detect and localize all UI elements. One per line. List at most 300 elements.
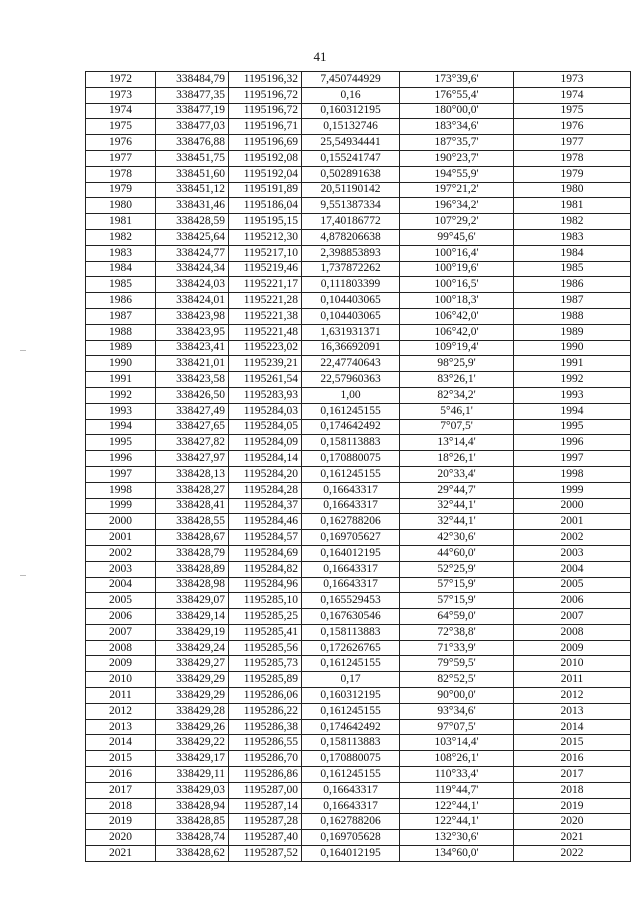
direction-angle-cell: 100°16,4'	[400, 245, 514, 261]
point-to-cell: 1984	[514, 245, 631, 261]
coord-x-cell: 338429,29	[156, 688, 229, 704]
point-from-cell: 1983	[86, 245, 156, 261]
coord-y-cell: 1195284,28	[229, 482, 302, 498]
coord-x-cell: 338428,59	[156, 214, 229, 230]
table-row	[86, 577, 631, 593]
coord-x-cell: 338429,17	[156, 751, 229, 767]
distance-cell: 0,161245155	[302, 466, 400, 482]
coord-x-cell: 338426,50	[156, 387, 229, 403]
point-from-cell: 1982	[86, 229, 156, 245]
direction-angle-cell: 83°26,1'	[400, 372, 514, 388]
distance-cell: 0,161245155	[302, 767, 400, 783]
coord-x-cell: 338428,85	[156, 814, 229, 830]
point-from-cell: 2007	[86, 624, 156, 640]
point-to-cell: 1977	[514, 135, 631, 151]
point-to-cell: 1988	[514, 308, 631, 324]
coord-x-cell: 338428,55	[156, 514, 229, 530]
coord-y-cell: 1195284,96	[229, 577, 302, 593]
point-to-cell: 2012	[514, 688, 631, 704]
table-row	[86, 514, 631, 530]
point-to-cell: 2017	[514, 767, 631, 783]
table-row	[86, 340, 631, 356]
point-to-cell: 1981	[514, 198, 631, 214]
direction-angle-cell: 196°34,2'	[400, 198, 514, 214]
direction-angle-cell: 93°34,6'	[400, 703, 514, 719]
coord-y-cell: 1195285,56	[229, 640, 302, 656]
table-row	[86, 703, 631, 719]
point-to-cell: 1998	[514, 466, 631, 482]
table-row	[86, 182, 631, 198]
distance-cell: 0,104403065	[302, 293, 400, 309]
table-row	[86, 609, 631, 625]
table-row	[86, 593, 631, 609]
direction-angle-cell: 106°42,0'	[400, 324, 514, 340]
point-from-cell: 2018	[86, 798, 156, 814]
point-to-cell: 2013	[514, 703, 631, 719]
table-row	[86, 798, 631, 814]
table-row	[86, 387, 631, 403]
point-to-cell: 2009	[514, 640, 631, 656]
table-row	[86, 245, 631, 261]
distance-cell: 4,878206638	[302, 229, 400, 245]
point-to-cell: 2020	[514, 814, 631, 830]
coord-x-cell: 338428,41	[156, 498, 229, 514]
point-to-cell: 2018	[514, 782, 631, 798]
point-to-cell: 1997	[514, 451, 631, 467]
coord-y-cell: 1195221,38	[229, 308, 302, 324]
point-from-cell: 1991	[86, 372, 156, 388]
coord-y-cell: 1195186,04	[229, 198, 302, 214]
point-to-cell: 1995	[514, 419, 631, 435]
distance-cell: 0,16643317	[302, 798, 400, 814]
coord-y-cell: 1195196,72	[229, 103, 302, 119]
table-row	[86, 277, 631, 293]
table-row	[86, 656, 631, 672]
direction-angle-cell: 108°26,1'	[400, 751, 514, 767]
point-to-cell: 1991	[514, 356, 631, 372]
direction-angle-cell: 90°00,0'	[400, 688, 514, 704]
point-from-cell: 1984	[86, 261, 156, 277]
point-from-cell: 2009	[86, 656, 156, 672]
distance-cell: 0,174642492	[302, 719, 400, 735]
coord-y-cell: 1195196,71	[229, 119, 302, 135]
coord-y-cell: 1195284,09	[229, 435, 302, 451]
coord-y-cell: 1195284,14	[229, 451, 302, 467]
point-from-cell: 1980	[86, 198, 156, 214]
point-to-cell: 1980	[514, 182, 631, 198]
point-to-cell: 2016	[514, 751, 631, 767]
direction-angle-cell: 42°30,6'	[400, 530, 514, 546]
coord-y-cell: 1195221,17	[229, 277, 302, 293]
coord-x-cell: 338429,26	[156, 719, 229, 735]
distance-cell: 0,174642492	[302, 419, 400, 435]
point-from-cell: 1975	[86, 119, 156, 135]
coord-x-cell: 338427,49	[156, 403, 229, 419]
distance-cell: 0,170880075	[302, 751, 400, 767]
point-from-cell: 2013	[86, 719, 156, 735]
coord-x-cell: 338428,94	[156, 798, 229, 814]
direction-angle-cell: 194°55,9'	[400, 166, 514, 182]
table-row	[86, 103, 631, 119]
distance-cell: 0,16643317	[302, 782, 400, 798]
point-to-cell: 2005	[514, 577, 631, 593]
distance-cell: 0,164012195	[302, 846, 400, 862]
coord-x-cell: 338427,82	[156, 435, 229, 451]
distance-cell: 0,16643317	[302, 498, 400, 514]
table-row	[86, 261, 631, 277]
coord-y-cell: 1195286,55	[229, 735, 302, 751]
point-from-cell: 2014	[86, 735, 156, 751]
coord-y-cell: 1195287,52	[229, 846, 302, 862]
distance-cell: 17,40186772	[302, 214, 400, 230]
table-body	[86, 72, 631, 862]
table-row	[86, 419, 631, 435]
point-from-cell: 2008	[86, 640, 156, 656]
direction-angle-cell: 122°44,1'	[400, 798, 514, 814]
direction-angle-cell: 119°44,7'	[400, 782, 514, 798]
point-to-cell: 1985	[514, 261, 631, 277]
table-row	[86, 482, 631, 498]
distance-cell: 0,15132746	[302, 119, 400, 135]
coord-x-cell: 338428,27	[156, 482, 229, 498]
coord-y-cell: 1195191,89	[229, 182, 302, 198]
coord-y-cell: 1195196,69	[229, 135, 302, 151]
direction-angle-cell: 5°46,1'	[400, 403, 514, 419]
direction-angle-cell: 79°59,5'	[400, 656, 514, 672]
point-from-cell: 1979	[86, 182, 156, 198]
point-to-cell: 1996	[514, 435, 631, 451]
direction-angle-cell: 71°33,9'	[400, 640, 514, 656]
coord-y-cell: 1195196,32	[229, 72, 302, 88]
direction-angle-cell: 32°44,1'	[400, 514, 514, 530]
coord-y-cell: 1195287,00	[229, 782, 302, 798]
distance-cell: 0,162788206	[302, 814, 400, 830]
coord-x-cell: 338428,62	[156, 846, 229, 862]
page-number: 41	[313, 49, 327, 64]
point-to-cell: 2021	[514, 830, 631, 846]
coord-y-cell: 1195284,03	[229, 403, 302, 419]
point-to-cell: 1975	[514, 103, 631, 119]
coord-x-cell: 338477,35	[156, 87, 229, 103]
distance-cell: 0,104403065	[302, 308, 400, 324]
direction-angle-cell: 82°52,5'	[400, 672, 514, 688]
coord-x-cell: 338429,07	[156, 593, 229, 609]
point-to-cell: 2011	[514, 672, 631, 688]
coord-y-cell: 1195284,69	[229, 545, 302, 561]
table-row	[86, 767, 631, 783]
direction-angle-cell: 132°30,6'	[400, 830, 514, 846]
direction-angle-cell: 107°29,2'	[400, 214, 514, 230]
distance-cell: 0,164012195	[302, 545, 400, 561]
coordinates-table	[85, 71, 631, 862]
coord-x-cell: 338424,01	[156, 293, 229, 309]
coord-x-cell: 338427,65	[156, 419, 229, 435]
coord-y-cell: 1195286,06	[229, 688, 302, 704]
distance-cell: 0,158113883	[302, 735, 400, 751]
point-to-cell: 2014	[514, 719, 631, 735]
coord-x-cell: 338428,13	[156, 466, 229, 482]
table-row	[86, 561, 631, 577]
distance-cell: 0,155241747	[302, 150, 400, 166]
direction-angle-cell: 13°14,4'	[400, 435, 514, 451]
direction-angle-cell: 72°38,8'	[400, 624, 514, 640]
distance-cell: 1,00	[302, 387, 400, 403]
point-to-cell: 2015	[514, 735, 631, 751]
distance-cell: 0,167630546	[302, 609, 400, 625]
direction-angle-cell: 106°42,0'	[400, 308, 514, 324]
table-row	[86, 324, 631, 340]
coord-y-cell: 1195285,10	[229, 593, 302, 609]
table-row	[86, 198, 631, 214]
point-from-cell: 1977	[86, 150, 156, 166]
coord-y-cell: 1195284,46	[229, 514, 302, 530]
point-from-cell: 1992	[86, 387, 156, 403]
table-row	[86, 466, 631, 482]
table-row	[86, 72, 631, 88]
distance-cell: 22,57960363	[302, 372, 400, 388]
table-row	[86, 735, 631, 751]
direction-angle-cell: 44°60,0'	[400, 545, 514, 561]
direction-angle-cell: 173°39,6'	[400, 72, 514, 88]
distance-cell: 0,170880075	[302, 451, 400, 467]
coord-x-cell: 338428,79	[156, 545, 229, 561]
distance-cell: 0,160312195	[302, 688, 400, 704]
coord-y-cell: 1195223,02	[229, 340, 302, 356]
distance-cell: 1,631931371	[302, 324, 400, 340]
distance-cell: 0,161245155	[302, 656, 400, 672]
point-from-cell: 1997	[86, 466, 156, 482]
distance-cell: 16,36692091	[302, 340, 400, 356]
point-to-cell: 2008	[514, 624, 631, 640]
distance-cell: 0,161245155	[302, 703, 400, 719]
margin-mark	[20, 350, 26, 351]
point-from-cell: 2005	[86, 593, 156, 609]
point-from-cell: 1994	[86, 419, 156, 435]
table-row	[86, 87, 631, 103]
coord-y-cell: 1195239,21	[229, 356, 302, 372]
coord-y-cell: 1195286,70	[229, 751, 302, 767]
coord-y-cell: 1195284,57	[229, 530, 302, 546]
coord-x-cell: 338425,64	[156, 229, 229, 245]
direction-angle-cell: 7°07,5'	[400, 419, 514, 435]
coord-y-cell: 1195285,25	[229, 609, 302, 625]
coord-y-cell: 1195285,73	[229, 656, 302, 672]
point-to-cell: 1973	[514, 72, 631, 88]
point-to-cell: 1986	[514, 277, 631, 293]
direction-angle-cell: 57°15,9'	[400, 593, 514, 609]
point-from-cell: 1974	[86, 103, 156, 119]
point-from-cell: 2004	[86, 577, 156, 593]
coord-x-cell: 338428,98	[156, 577, 229, 593]
direction-angle-cell: 20°33,4'	[400, 466, 514, 482]
direction-angle-cell: 52°25,9'	[400, 561, 514, 577]
direction-angle-cell: 32°44,1'	[400, 498, 514, 514]
direction-angle-cell: 99°45,6'	[400, 229, 514, 245]
point-from-cell: 2021	[86, 846, 156, 862]
coord-y-cell: 1195221,28	[229, 293, 302, 309]
table-row	[86, 530, 631, 546]
coord-y-cell: 1195283,93	[229, 387, 302, 403]
direction-angle-cell: 187°35,7'	[400, 135, 514, 151]
coord-y-cell: 1195192,04	[229, 166, 302, 182]
point-from-cell: 1999	[86, 498, 156, 514]
coord-x-cell: 338429,03	[156, 782, 229, 798]
distance-cell: 0,169705628	[302, 830, 400, 846]
point-from-cell: 1996	[86, 451, 156, 467]
point-from-cell: 1990	[86, 356, 156, 372]
coord-x-cell: 338484,79	[156, 72, 229, 88]
point-from-cell: 2017	[86, 782, 156, 798]
direction-angle-cell: 183°34,6'	[400, 119, 514, 135]
coord-x-cell: 338429,29	[156, 672, 229, 688]
distance-cell: 0,158113883	[302, 624, 400, 640]
direction-angle-cell: 190°23,7'	[400, 150, 514, 166]
table-row	[86, 372, 631, 388]
coord-y-cell: 1195217,10	[229, 245, 302, 261]
coord-x-cell: 338429,27	[156, 656, 229, 672]
direction-angle-cell: 197°21,2'	[400, 182, 514, 198]
coord-x-cell: 338429,28	[156, 703, 229, 719]
point-from-cell: 2012	[86, 703, 156, 719]
coord-y-cell: 1195221,48	[229, 324, 302, 340]
point-from-cell: 2003	[86, 561, 156, 577]
point-from-cell: 2020	[86, 830, 156, 846]
direction-angle-cell: 18°26,1'	[400, 451, 514, 467]
table-row	[86, 308, 631, 324]
coord-y-cell: 1195287,40	[229, 830, 302, 846]
coord-y-cell: 1195286,22	[229, 703, 302, 719]
table-row	[86, 356, 631, 372]
distance-cell: 0,16643317	[302, 561, 400, 577]
coord-y-cell: 1195284,20	[229, 466, 302, 482]
coord-x-cell: 338423,58	[156, 372, 229, 388]
coord-x-cell: 338429,19	[156, 624, 229, 640]
table-row	[86, 846, 631, 862]
coord-x-cell: 338424,77	[156, 245, 229, 261]
point-from-cell: 2006	[86, 609, 156, 625]
coord-x-cell: 338428,67	[156, 530, 229, 546]
point-to-cell: 1990	[514, 340, 631, 356]
table-row	[86, 150, 631, 166]
coord-x-cell: 338428,89	[156, 561, 229, 577]
coord-y-cell: 1195284,82	[229, 561, 302, 577]
distance-cell: 0,17	[302, 672, 400, 688]
point-to-cell: 2001	[514, 514, 631, 530]
coord-x-cell: 338423,98	[156, 308, 229, 324]
coord-y-cell: 1195287,14	[229, 798, 302, 814]
coord-y-cell: 1195287,28	[229, 814, 302, 830]
distance-cell: 25,54934441	[302, 135, 400, 151]
distance-cell: 0,169705627	[302, 530, 400, 546]
point-from-cell: 2015	[86, 751, 156, 767]
table-row	[86, 688, 631, 704]
coord-x-cell: 338429,24	[156, 640, 229, 656]
coord-y-cell: 1195286,38	[229, 719, 302, 735]
direction-angle-cell: 97°07,5'	[400, 719, 514, 735]
distance-cell: 7,450744929	[302, 72, 400, 88]
direction-angle-cell: 57°15,9'	[400, 577, 514, 593]
coord-y-cell: 1195261,54	[229, 372, 302, 388]
table-row	[86, 403, 631, 419]
table-row	[86, 545, 631, 561]
point-to-cell: 1992	[514, 372, 631, 388]
point-to-cell: 2000	[514, 498, 631, 514]
coord-y-cell: 1195219,46	[229, 261, 302, 277]
coord-x-cell: 338424,03	[156, 277, 229, 293]
coord-y-cell: 1195285,41	[229, 624, 302, 640]
direction-angle-cell: 64°59,0'	[400, 609, 514, 625]
point-to-cell: 2006	[514, 593, 631, 609]
direction-angle-cell: 103°14,4'	[400, 735, 514, 751]
direction-angle-cell: 176°55,4'	[400, 87, 514, 103]
table-row	[86, 814, 631, 830]
point-to-cell: 1989	[514, 324, 631, 340]
direction-angle-cell: 98°25,9'	[400, 356, 514, 372]
point-to-cell: 2007	[514, 609, 631, 625]
point-from-cell: 1995	[86, 435, 156, 451]
distance-cell: 0,162788206	[302, 514, 400, 530]
table-row	[86, 229, 631, 245]
distance-cell: 9,551387334	[302, 198, 400, 214]
point-from-cell: 1985	[86, 277, 156, 293]
point-from-cell: 1993	[86, 403, 156, 419]
point-from-cell: 1989	[86, 340, 156, 356]
coord-x-cell: 338476,88	[156, 135, 229, 151]
distance-cell: 0,16643317	[302, 482, 400, 498]
coord-x-cell: 338428,74	[156, 830, 229, 846]
point-from-cell: 2016	[86, 767, 156, 783]
table-row	[86, 751, 631, 767]
distance-cell: 0,165529453	[302, 593, 400, 609]
direction-angle-cell: 100°19,6'	[400, 261, 514, 277]
coord-x-cell: 338477,03	[156, 119, 229, 135]
point-to-cell: 2003	[514, 545, 631, 561]
distance-cell: 22,47740643	[302, 356, 400, 372]
distance-cell: 0,111803399	[302, 277, 400, 293]
point-from-cell: 2001	[86, 530, 156, 546]
coord-y-cell: 1195285,89	[229, 672, 302, 688]
point-from-cell: 1972	[86, 72, 156, 88]
table-row	[86, 719, 631, 735]
coord-y-cell: 1195195,15	[229, 214, 302, 230]
coord-y-cell: 1195192,08	[229, 150, 302, 166]
point-to-cell: 1987	[514, 293, 631, 309]
coord-x-cell: 338451,75	[156, 150, 229, 166]
coord-x-cell: 338427,97	[156, 451, 229, 467]
point-to-cell: 1999	[514, 482, 631, 498]
point-to-cell: 1978	[514, 150, 631, 166]
distance-cell: 0,502891638	[302, 166, 400, 182]
coord-x-cell: 338424,34	[156, 261, 229, 277]
coord-x-cell: 338429,11	[156, 767, 229, 783]
point-to-cell: 2004	[514, 561, 631, 577]
direction-angle-cell: 122°44,1'	[400, 814, 514, 830]
direction-angle-cell: 180°00,0'	[400, 103, 514, 119]
coord-x-cell: 338421,01	[156, 356, 229, 372]
point-from-cell: 1986	[86, 293, 156, 309]
table-row	[86, 119, 631, 135]
point-to-cell: 1979	[514, 166, 631, 182]
distance-cell: 0,16	[302, 87, 400, 103]
table-row	[86, 135, 631, 151]
table-row	[86, 451, 631, 467]
table-row	[86, 624, 631, 640]
point-from-cell: 1978	[86, 166, 156, 182]
point-from-cell: 1976	[86, 135, 156, 151]
coord-x-cell: 338451,12	[156, 182, 229, 198]
point-from-cell: 1973	[86, 87, 156, 103]
point-to-cell: 1993	[514, 387, 631, 403]
